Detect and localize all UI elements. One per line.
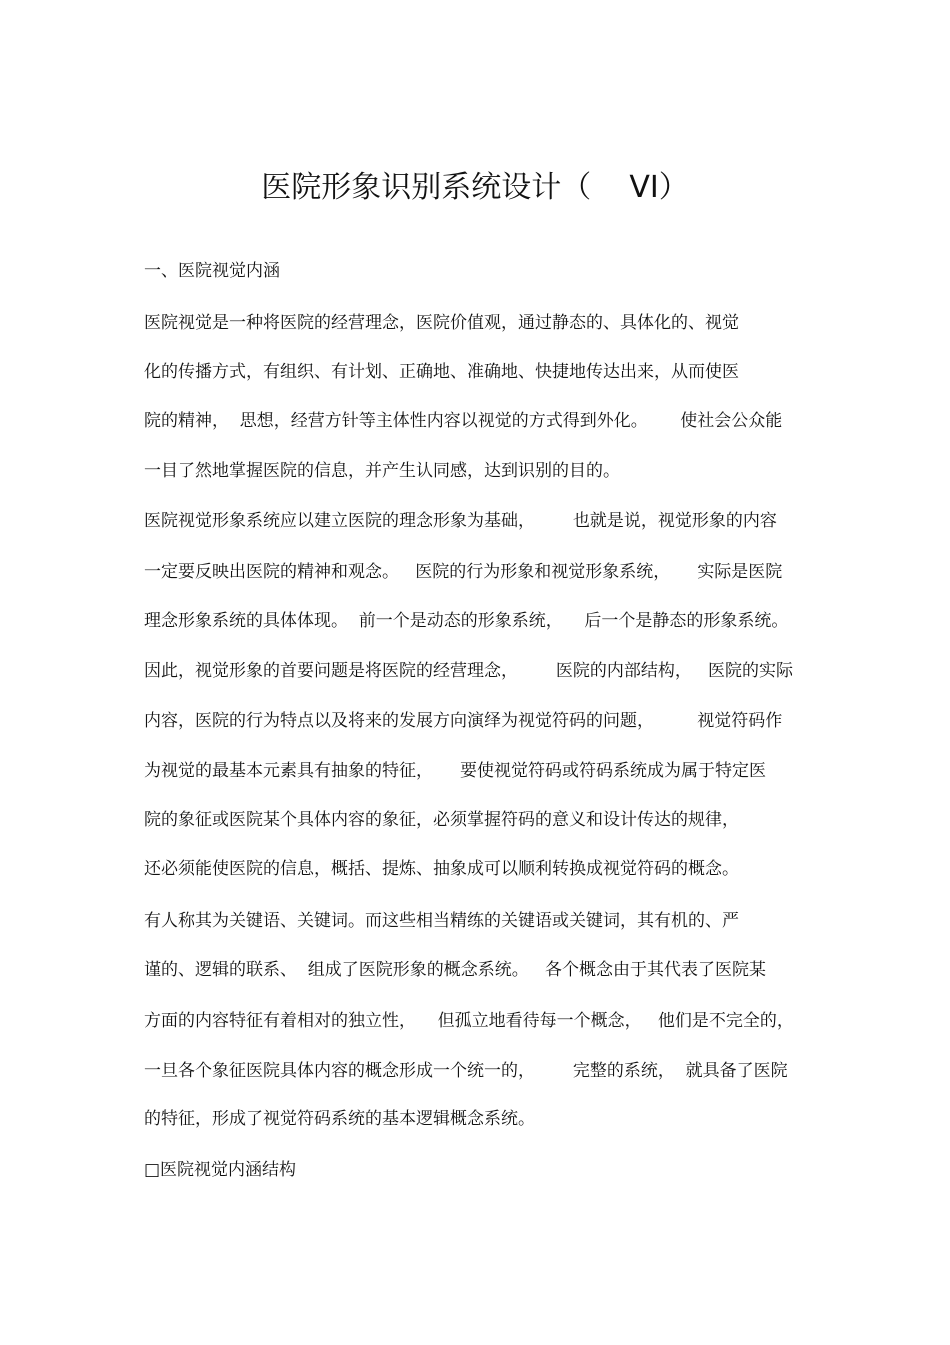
paragraph-line: 医院视觉形象系统应以建立医院的理念形象为基础， 也就是说，视觉形象的内容	[144, 511, 777, 531]
subheading: □医院视觉内涵结构	[144, 1160, 297, 1180]
section-heading: 一、医院视觉内涵	[144, 261, 280, 281]
paragraph-line: 化的传播方式，有组织、有计划、正确地、准确地、快捷地传达出来，从而使医	[144, 362, 739, 382]
paragraph-line: 一目了然地掌握医院的信息，并产生认同感，达到识别的目的。	[144, 461, 620, 481]
paragraph-line: 方面的内容特征有着相对的独立性， 但孤立地看待每一个概念， 他们是不完全的，	[144, 1011, 794, 1031]
paragraph-line: 有人称其为关键语、关键词。而这些相当精练的关键语或关键词，其有机的、严	[144, 911, 739, 931]
paragraph-line: 医院视觉是一种将医院的经营理念，医院价值观，通过静态的、具体化的、视觉	[144, 313, 739, 333]
paragraph-line: 的特征，形成了视觉符码系统的基本逻辑概念系统。	[144, 1109, 535, 1129]
paragraph-line: 谨的、逻辑的联系、 组成了医院形象的概念系统。 各个概念由于其代表了医院某	[144, 960, 767, 980]
paragraph-line: 院的精神， 思想，经营方针等主体性内容以视觉的方式得到外化。 使社会公众能	[144, 411, 783, 431]
paragraph-line: 一旦各个象征医院具体内容的概念形成一个统一的， 完整的系统， 就具备了医院	[144, 1061, 788, 1081]
paragraph-line: 因此，视觉形象的首要问题是将医院的经营理念， 医院的内部结构， 医院的实际	[144, 661, 794, 681]
paragraph-line: 院的象征或医院某个具体内容的象征，必须掌握符码的意义和设计传达的规律，	[144, 810, 739, 830]
paragraph-line: 还必须能使医院的信息，概括、提炼、抽象成可以顺利转换成视觉符码的概念。	[144, 859, 739, 879]
paragraph-line: 内容，医院的行为特点以及将来的发展方向演绎为视觉符码的问题， 视觉符码作	[144, 711, 783, 731]
paragraph-line: 一定要反映出医院的精神和观念。 医院的行为形象和视觉形象系统， 实际是医院	[144, 562, 783, 582]
paragraph-line: 为视觉的最基本元素具有抽象的特征， 要使视觉符码或符码系统成为属于特定医	[144, 761, 767, 781]
document-title: 医院形象识别系统设计（ VI）	[261, 170, 689, 205]
paragraph-line: 理念形象系统的具体体现。 前一个是动态的形象系统， 后一个是静态的形象系统。	[144, 611, 789, 631]
